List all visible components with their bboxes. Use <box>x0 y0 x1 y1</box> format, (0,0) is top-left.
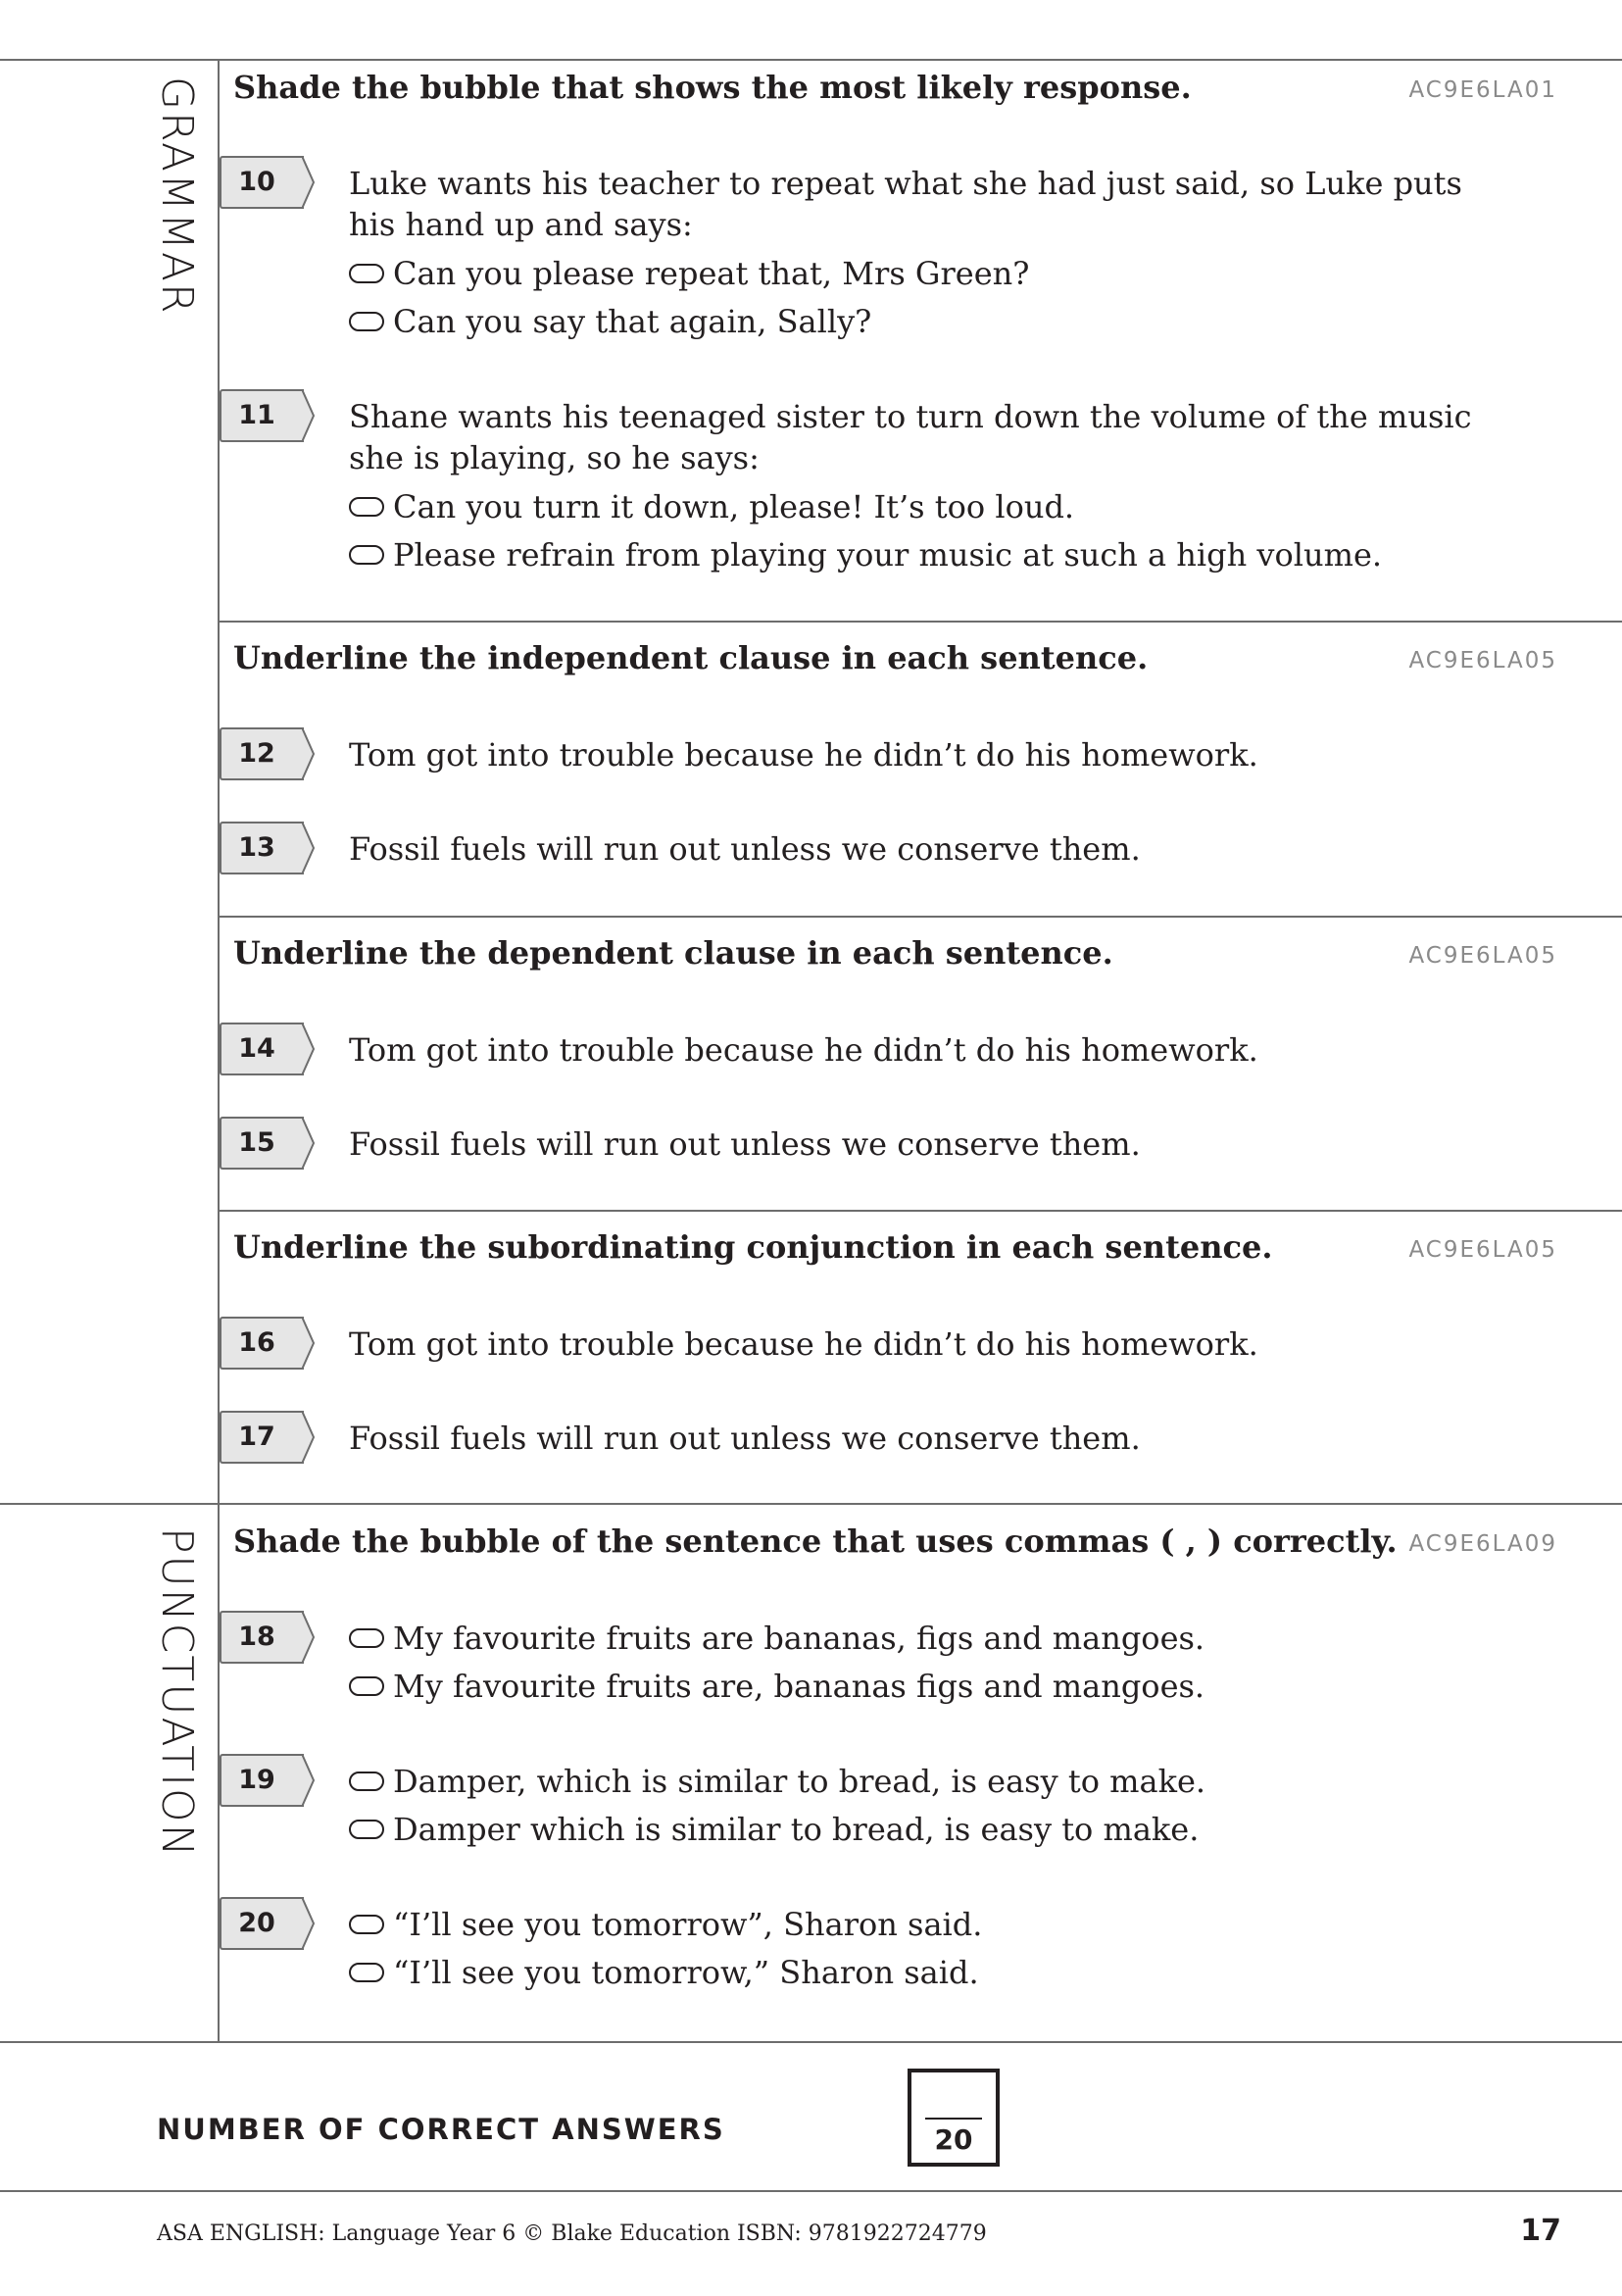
question-number-tab <box>220 1754 304 1807</box>
question-sentence[interactable]: Tom got into trouble because he didn’t do his homework. <box>349 1325 1258 1363</box>
answer-option-text: “I’ll see you tomorrow,” Sharon said. <box>393 1954 979 1991</box>
question-number-tab <box>220 1611 304 1664</box>
answer-option-text: My favourite fruits are, bananas figs and mangoes. <box>393 1668 1205 1705</box>
answer-bubble[interactable] <box>349 312 384 331</box>
question-number: 12 <box>238 738 275 769</box>
question-number: 19 <box>238 1765 275 1795</box>
question-number: 13 <box>238 832 275 863</box>
question-sentence[interactable]: Fossil fuels will run out unless we conserve them. <box>349 830 1141 868</box>
answer-option-text: My favourite fruits are bananas, figs and mangoes. <box>393 1620 1205 1657</box>
curriculum-code: AC9E6LA05 <box>1408 648 1557 674</box>
question-text: his hand up and says: <box>349 206 693 243</box>
curriculum-code: AC9E6LA05 <box>1408 943 1557 969</box>
question-number: 18 <box>238 1622 275 1652</box>
question-sentence[interactable]: Fossil fuels will run out unless we conserve them. <box>349 1125 1141 1163</box>
question-number-tab <box>220 156 304 209</box>
answer-option-text: Can you say that again, Sally? <box>393 303 872 340</box>
answer-bubble[interactable] <box>349 1915 384 1934</box>
answer-bubble[interactable] <box>349 1772 384 1791</box>
score-total: 20 <box>934 2123 973 2156</box>
answer-bubble[interactable] <box>349 545 384 565</box>
question-number-tab <box>220 1411 304 1464</box>
question-sentence[interactable]: Tom got into trouble because he didn’t do his homework. <box>349 736 1258 774</box>
answer-option-text: Can you turn it down, please! It’s too loud. <box>393 488 1075 525</box>
question-number: 11 <box>238 400 275 430</box>
question-text: she is playing, so he says: <box>349 439 760 476</box>
score-label: NUMBER OF CORRECT ANSWERS <box>157 2113 725 2146</box>
answer-bubble[interactable] <box>349 1676 384 1696</box>
section-instruction: Underline the dependent clause in each sentence. <box>233 934 1113 972</box>
question-number-tab <box>220 822 304 874</box>
section-divider <box>218 916 1622 918</box>
section-instruction: Underline the independent clause in each sentence. <box>233 639 1149 676</box>
answer-option-text: Damper, which is similar to bread, is easy to make. <box>393 1763 1206 1800</box>
score-divider <box>925 2118 982 2120</box>
answer-option-text: Damper which is similar to bread, is easy to make. <box>393 1811 1200 1848</box>
answer-bubble[interactable] <box>349 264 384 283</box>
section-instruction: Underline the subordinating conjunction in each sentence. <box>233 1228 1273 1266</box>
answer-option[interactable] <box>349 301 871 342</box>
answer-bubble[interactable] <box>349 1628 384 1648</box>
answer-option[interactable] <box>349 253 1029 294</box>
answer-option-text: Can you please repeat that, Mrs Green? <box>393 255 1030 292</box>
answer-option[interactable] <box>349 1809 1199 1850</box>
question-number-tab <box>220 389 304 442</box>
question-number: 17 <box>238 1422 275 1452</box>
punctuation-bottom-rule <box>0 2041 1622 2043</box>
grammar-side-label: GRAMMAR <box>152 76 202 316</box>
answer-option[interactable] <box>349 1904 982 1945</box>
section-instruction: Shade the bubble that shows the most likely response. <box>233 69 1192 106</box>
answer-option[interactable] <box>349 1618 1204 1659</box>
grammar-punctuation-divider <box>0 1503 1622 1505</box>
answer-option[interactable] <box>349 534 1382 575</box>
answer-option[interactable] <box>349 486 1074 527</box>
answer-bubble[interactable] <box>349 1963 384 1982</box>
section-divider <box>218 1210 1622 1212</box>
answer-option[interactable] <box>349 1761 1205 1802</box>
curriculum-code: AC9E6LA09 <box>1408 1531 1557 1557</box>
answer-bubble[interactable] <box>349 1820 384 1839</box>
question-number: 20 <box>238 1908 275 1938</box>
question-number-tab <box>220 1117 304 1170</box>
question-number: 14 <box>238 1033 275 1064</box>
book-credit: ASA ENGLISH: Language Year 6 © Blake Education ISBN: 9781922724779 <box>157 2221 987 2246</box>
answer-option[interactable] <box>349 1666 1204 1707</box>
top-rule <box>0 59 1622 61</box>
curriculum-code: AC9E6LA05 <box>1408 1237 1557 1263</box>
question-number-tab <box>220 1897 304 1950</box>
answer-option-text: “I’ll see you tomorrow”, Sharon said. <box>393 1906 983 1943</box>
question-sentence[interactable]: Tom got into trouble because he didn’t do his homework. <box>349 1031 1258 1069</box>
answer-bubble[interactable] <box>349 497 384 517</box>
question-sentence[interactable]: Fossil fuels will run out unless we conserve them. <box>349 1420 1141 1457</box>
page-number: 17 <box>1520 2214 1561 2248</box>
section-instruction: Shade the bubble of the sentence that uses commas ( , ) correctly. <box>233 1522 1398 1560</box>
score-box[interactable] <box>908 2069 1000 2167</box>
section-divider <box>218 621 1622 623</box>
question-text: Luke wants his teacher to repeat what she had just said, so Luke puts <box>349 165 1462 202</box>
curriculum-code: AC9E6LA01 <box>1408 77 1557 103</box>
punctuation-side-label: PUNCTUATION <box>152 1527 202 1859</box>
question-number-tab <box>220 727 304 780</box>
answer-option[interactable] <box>349 1952 979 1993</box>
question-number: 16 <box>238 1327 275 1358</box>
answer-option-text: Please refrain from playing your music at such a high volume. <box>393 536 1383 574</box>
question-number: 10 <box>238 167 275 197</box>
footer-rule <box>0 2190 1622 2192</box>
question-number-tab <box>220 1023 304 1075</box>
question-number: 15 <box>238 1127 275 1158</box>
question-number-tab <box>220 1317 304 1370</box>
question-text: Shane wants his teenaged sister to turn down the volume of the music <box>349 398 1472 435</box>
